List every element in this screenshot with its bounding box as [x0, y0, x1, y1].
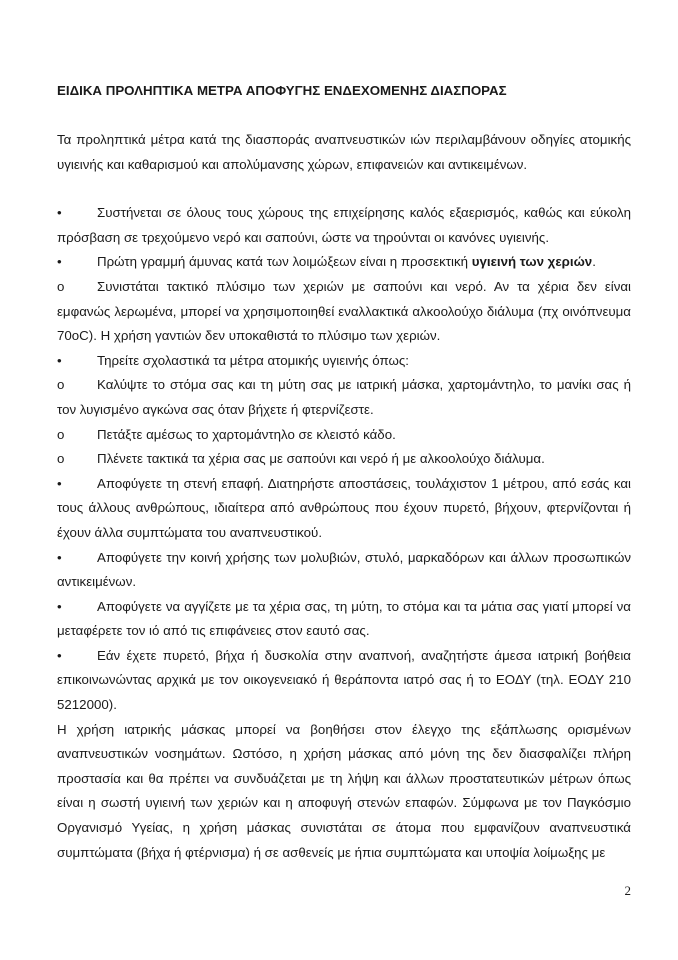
bullet-icon: •: [57, 475, 62, 491]
list-item-text: Πλένετε τακτικά τα χέρια σας με σαπούνι και νερό ή με αλκοολούχο διάλυμα.: [97, 451, 545, 467]
list-item-text: Τηρείτε σχολαστικά τα μέτρα ατομικής υγιεινής όπως:: [97, 352, 409, 368]
list-item-text: Αποφύγετε την κοινή χρήσης των μολυβιών, στυλό, μαρκαδόρων και άλλων προσωπικών αντικειμένων.: [57, 549, 631, 590]
bullet-icon: •: [57, 647, 62, 663]
list-item: [57, 250, 631, 275]
list-item: [57, 644, 631, 718]
list-item: [57, 447, 631, 472]
bullet-icon: •: [57, 598, 62, 614]
list-item-emphasis: υγιεινή των χεριών: [471, 254, 593, 270]
sub-bullet-icon: o: [57, 377, 65, 393]
document-title: ΕΙΔΙΚΑ ΠΡΟΛΗΠΤΙΚΑ ΜΕΤΡΑ ΑΠΟΦΥΓΗΣ ΕΝΔΕΧΟΜΕΝΗΣ ΔΙΑΣΠΟΡΑΣ: [57, 83, 507, 98]
page-number: 2: [624, 883, 631, 899]
list-item-text-end: .: [592, 254, 596, 270]
list-item: [57, 595, 631, 644]
list-item-text: Συνιστάται τακτικό πλύσιμο των χεριών με σαπούνι και νερό. Αν τα χέρια δεν είναι εμφανώς λερωμένα, μπορεί να χρησιμοποιηθεί εναλλακτικά αλκοολούχο διάλυμα (πχ οινόπνευμα 70oC). Η χρήση γαντιών δεν υποκαθιστά το πλύσιμο των χεριών.: [57, 278, 631, 344]
bullet-icon: •: [57, 352, 62, 368]
sub-bullet-icon: o: [57, 451, 65, 467]
closing-paragraph: Η χρήση ιατρικής μάσκας μπορεί να βοηθήσει στον έλεγχο της εξάπλωσης ορισμένων αναπνευστικών νοσημάτων. Ωστόσο, η χρήση μάσκας από μόνη της δεν διασφαλίζει πλήρη προστασία και θα πρέπει να συνδυάζεται με τη λήψη και άλλων προστατευτικών μέτρων όπως είναι η σωστή υγιεινή των χεριών και η αποφυγή στενών επαφών. Σύμφωνα με τον Παγκόσμιο Οργανισμό Υγείας, η χρήση μάσκας συνιστάται σε άτομα που εμφανίζουν αναπνευστικά συμπτώματα (βήχα ή φτέρνισμα) ή σε ασθενείς με ήπια συμπτώματα και υποψία λοίμωξης με: [57, 721, 631, 860]
list-item-text: Αποφύγετε τη στενή επαφή. Διατηρήστε αποστάσεις, τουλάχιστον 1 μέτρου, από εσάς και τους άλλους ανθρώπους, ιδιαίτερα από ανθρώπους που έχουν πυρετό, βήχουν, φτερνίζονται ή έχουν άλλα συμπτώματα του αναπνευστικού.: [57, 475, 631, 540]
list-item: [57, 275, 631, 349]
bullet-icon: •: [57, 205, 62, 221]
list-item: [57, 472, 631, 546]
bullet-icon: •: [57, 254, 62, 270]
intro-paragraph: Τα προληπτικά μέτρα κατά της διασποράς αναπνευστικών ιών περιλαμβάνουν οδηγίες ατομικής υγιεινής και καθαρισμού και απολύμανσης χώρων, επιφανειών και αντικειμένων.: [57, 132, 631, 172]
list-item: [57, 349, 631, 374]
measures-list: [57, 201, 631, 717]
bullet-icon: •: [57, 549, 62, 565]
list-item: [57, 373, 631, 422]
list-item-text: Πρώτη γραμμή άμυνας κατά των λοιμώξεων είναι η προσεκτική: [97, 254, 472, 270]
list-item-text: Συστήνεται σε όλους τους χώρους της επιχείρησης καλός εξαερισμός, καθώς και εύκολη πρόσβαση σε τρεχούμενο νερό και σαπούνι, ώστε να τηρούνται οι κανόνες υγιεινής.: [57, 205, 631, 245]
sub-bullet-icon: o: [57, 278, 65, 294]
list-item: [57, 201, 631, 250]
list-item-text: Εάν έχετε πυρετό, βήχα ή δυσκολία στην αναπνοή, αναζητήστε άμεσα ιατρική βοήθεια επικοινωνώντας αρχικά με τον οικογενειακό ή θεράποντα ιατρό σας ή το ΕΟΔΥ (τηλ. ΕΟΔΥ 210 5212000).: [57, 647, 631, 713]
list-item-text: Καλύψτε το στόμα σας και τη μύτη σας με ιατρική μάσκα, χαρτομάντηλο, το μανίκι σας ή τον λυγισμένο αγκώνα σας όταν βήχετε ή φτερνίζεστε.: [57, 377, 631, 417]
list-item-text: Αποφύγετε να αγγίζετε με τα χέρια σας, τη μύτη, το στόμα και τα μάτια σας γιατί μπορεί να μεταφέρετε τον ιό από τις επιφάνειες στον εαυτό σας.: [57, 598, 631, 639]
list-item: [57, 423, 631, 448]
list-item-text: Πετάξτε αμέσως το χαρτομάντηλο σε κλειστό κάδο.: [97, 426, 396, 442]
list-item: [57, 546, 631, 595]
sub-bullet-icon: o: [57, 426, 65, 442]
